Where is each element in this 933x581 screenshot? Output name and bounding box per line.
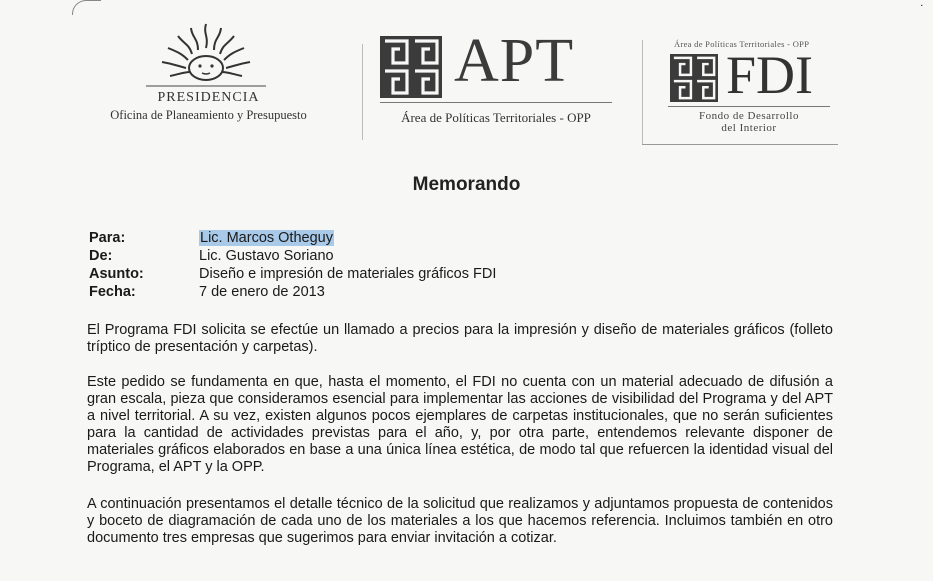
presidencia-name: PRESIDENCIA	[157, 90, 260, 105]
apt-rule	[380, 102, 612, 103]
fdi-wordmark: FDI	[726, 45, 814, 105]
scan-mark-corner: ˙	[920, 2, 925, 18]
fdi-top-text: Área de Políticas Territoriales - OPP	[674, 39, 810, 49]
header-divider	[642, 40, 643, 144]
field-label: Fecha:	[89, 284, 136, 300]
field-label: Asunto:	[89, 266, 144, 282]
field-label: Para:	[89, 230, 126, 246]
fdi-subtitle-1: Fondo de Desarrollo	[699, 110, 799, 122]
fdi-subtitle-2: del Interior	[721, 122, 777, 134]
field-value	[199, 230, 334, 246]
sun-emblem-icon	[146, 14, 266, 90]
field-value: Diseño e impresión de materiales gráficos FDI	[199, 266, 497, 282]
paragraph: A continuación presentamos el detalle técnico de la solicitud que realizamos y adjuntamos propuesta de contenidos y boceto de diagramación de cada uno de los materiales a los que hacemos referencia. Incluimos también en otro documento tres empresas que sugerimos para enviar invitación a cotizar.	[87, 496, 833, 546]
presidencia-logo	[86, 14, 331, 126]
presidencia-subtitle: Oficina de Planeamiento y Presupuesto	[110, 108, 307, 122]
highlighted-recipient: Lic. Marcos Otheguy	[200, 230, 333, 246]
greek-key-icon	[380, 36, 442, 98]
field-label: De:	[89, 248, 113, 264]
field-value: 7 de enero de 2013	[199, 284, 325, 300]
memo-title: Memorando	[412, 174, 521, 195]
header-divider	[362, 44, 363, 140]
fdi-rule	[668, 106, 830, 107]
header-bottom-rule	[642, 144, 838, 145]
paragraph: El Programa FDI solicita se efectúe un llamado a precios para la impresión y diseño de materiales gráficos (folleto tríptico de presentación y carpetas).	[87, 322, 833, 355]
greek-key-icon	[670, 54, 718, 102]
paragraph: Este pedido se fundamenta en que, hasta el momento, el FDI no cuenta con un material adecuado de difusión a gran escala, pieza que consideramos esencial para implementar las acciones de visibilidad del Programa y del APT a nivel territorial. A su vez, existen algunos pocos ejemplares de carpetas institucionales, que no serán suficientes para la cantidad de actividades previstas para el año, y, por otra parte, entendemos relevante disponer de materiales gráficos elaborados en base a una única línea estética, de modo tal que refuercen la identidad visual del Programa, el APT y la OPP.	[87, 374, 833, 475]
apt-wordmark: APT	[454, 27, 575, 95]
fdi-logo	[668, 38, 836, 148]
field-value: Lic. Gustavo Soriano	[199, 248, 334, 264]
scan-mark	[72, 0, 101, 15]
apt-logo	[376, 27, 626, 132]
apt-subtitle: Área de Políticas Territoriales - OPP	[401, 110, 591, 125]
